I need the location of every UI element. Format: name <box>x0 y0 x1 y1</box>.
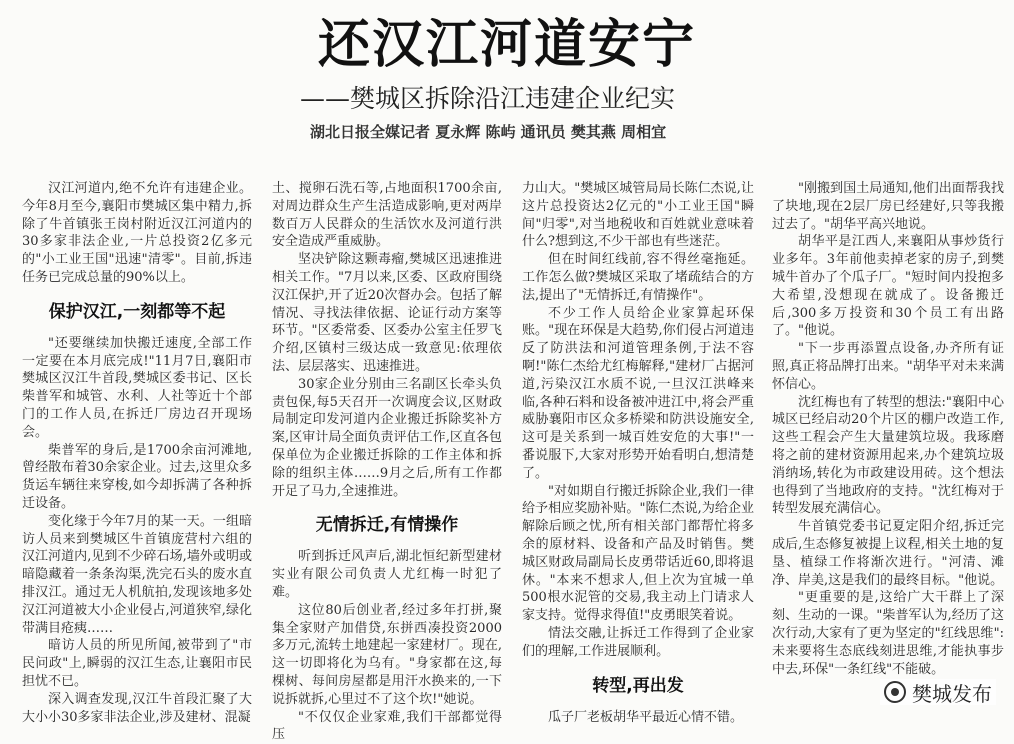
paragraph: 不少工作人员给企业家算起环保账。"现在环保是大趋势,你们侵占河道违反了防洪法和河道管理条例,于法不容啊!"陈仁杰给尤红梅解释,"建材厂占据河道,污染汉江水质不说,一旦汉江洪峰来临,各种石料和设备被冲进江中,将会严重威胁襄阳市区众多桥梁和防洪设施安全,这可是关系到一城百姓安危的大事!"一番说服下,大家对形势开始看明白,想清楚了。 <box>522 305 754 481</box>
paragraph: 情法交融,让拆迁工作得到了企业家们的理解,工作进展顺利。 <box>522 625 754 659</box>
paragraph: 听到拆迁风声后,湖北恒纪新型建材实业有限公司负责人尤红梅一时犯了难。 <box>272 549 502 600</box>
article-subtitle: ——樊城区拆除沿江违建企业纪实 <box>300 84 676 113</box>
article-column-2 <box>272 180 502 743</box>
paragraph: "还要继续加快搬迁速度,全部工作一定要在本月底完成!"11月7日,襄阳市樊城区汉江牛首段,樊城区委书记、区长柴普军和城管、水利、人社等近十个部门的工作人员,在拆迁厂房边召开现场会。 <box>22 335 252 440</box>
paragraph: 力山大。"樊城区城管局局长陈仁杰说,让这片总投资达2亿元的"小工业王国"瞬间"归零",对当地税收和百姓就业意味着什么?想到这,不少干部也有些迷茫。 <box>522 181 754 250</box>
paragraph: 这位80后创业者,经过多年打拼,聚集全家财产加借贷,东拼西凑投资2000多万元,流转土地建起一家建材厂。现在,这一切即将化为乌有。"身家都在这,每棵树、每间房屋都是用汗水换来的,一下说拆就拆,心里过不了这个坎!"她说。 <box>272 602 502 707</box>
paragraph: "刚搬到国土局通知,他们出面帮我找了块地,现在2层厂房已经建好,只等我搬过去了。"胡华平高兴地说。 <box>772 181 1004 232</box>
paragraph: 30家企业分别由三名副区长牵头负责包保,每5天召开一次调度会议,区财政局制定印发河道内企业搬迁拆除奖补方案,区审计局全面负责评估工作,区直各包保单位为企业搬迁拆除的工作主体和拆除的组织主体……9月之后,所有工作都开足了马力,全速推进。 <box>272 376 502 499</box>
paragraph: "对如期自行搬迁拆除企业,我们一律给予相应奖励补贴。"陈仁杰说,为给企业解除后顾之忧,所有相关部门都帮忙将多余的原材料、设备和产品及时销售。樊城区财政局副局长皮勇带话近60,即将退休。"本来不想求人,但上次为宜城一单500根水泥管的交易,我主动上门请求人家支持。觉得求得值!"皮勇眼笑着说。 <box>522 483 754 624</box>
paragraph: 暗访人员的所见所闻,被带到了"市民问政"上,瞬弱的汉江生态,让襄阳市民担忧不已。 <box>22 638 252 689</box>
paragraph: 沈红梅也有了转型的想法:"襄阳中心城区已经启动20个片区的棚户改造工作,这些工程会产生大量建筑垃圾。我琢磨将之前的建材资源用起来,办个建筑垃圾消纳场,转化为市政建设用砖。这个想法也得到了当地政府的支持。"沈红梅对于转型发展充满信心。 <box>772 394 1004 517</box>
article-byline: 湖北日报全媒记者 夏永辉 陈屿 通讯员 樊其燕 周相宜 <box>310 123 667 141</box>
paragraph: 深入调查发现,汉江牛首段汇聚了大大小小30多家非法企业,涉及建材、混凝 <box>22 691 252 725</box>
paragraph: 牛首镇党委书记夏定阳介绍,拆迁完成后,生态修复被提上议程,相关土地的复垦、植绿工作将渐次进行。"河清、滩净、岸美,这是我们的最终目标。"他说。 <box>772 519 1004 588</box>
paragraph: 坚决铲除这颗毒瘤,樊城区迅速推进相关工作。"7月以来,区委、区政府围绕汉江保护,开了近20次督办会。包括了解情况、寻找法律依据、论证行动方案等环节。"区委常委、区委办公室主任罗飞介绍,区镇村三级达成一致意见:依理依法、层层落实、迅速推进。 <box>272 252 502 374</box>
section-heading: 转型,再出发 <box>592 675 684 696</box>
paragraph: 柴普军的身后,是1700余亩河滩地,曾经散布着30余家企业。过去,这里众多货运车辆往来穿梭,如今却拆满了各种拆迁设备。 <box>22 442 252 511</box>
article-column-1 <box>22 180 252 725</box>
wechat-circle-icon <box>884 681 906 703</box>
paragraph: 但在时间红线前,容不得丝毫拖延。工作怎么做?樊城区采取了堵疏结合的方法,提出了"无情拆迁,有情操作"。 <box>522 252 754 303</box>
paragraph: 瓜子厂老板胡华平最近心情不错。 <box>548 709 744 725</box>
article-headline: 还汉江河道安宁 <box>317 15 696 75</box>
paragraph: 汉江河道内,绝不允许有违建企业。今年8月至今,襄阳市樊城区集中精力,拆除了牛首镇张王岗村附近汉江河道内的30多家非法企业,一片总投资2亿多元的"小工业王国"迅速"清零"。目前,拆违任务已完成总量的90%以上。 <box>22 181 252 285</box>
section-heading: 保护汉江,一刻都等不起 <box>48 301 226 322</box>
paragraph: "不仅仅企业家难,我们干部都觉得压 <box>272 709 502 743</box>
paragraph: "更重要的是,这给广大干群上了深刻、生动的一课。"柴普军认为,经历了这次行动,大家有了更为坚定的"红线思维":未来要将生态底线刻进思维,才能执事步中去,环保"一条红线"不能破。 <box>772 590 1004 677</box>
paragraph: "下一步再添置点设备,办齐所有证照,真正将品牌打出来。"胡华平对未来满怀信心。 <box>772 341 1004 392</box>
article-column-4 <box>772 180 1004 717</box>
paragraph: 变化缘于今年7月的某一天。一组暗访人员来到樊城区牛首镇庞营村六组的汉江河道内,见到不少碎石场,墙外或明或暗隐藏着一条条沟渠,洗完石头的废水直排汉江。通过无人机航拍,发现该地多处汉江河道被大小企业侵占,河道狭窄,绿化带满目疮痍…… <box>22 513 252 636</box>
paragraph: 土、搅卵石洗石等,占地面积1700余亩,对周边群众生产生活造成影响,更对两岸数百万人民群众的生活饮水及河道行洪安全造成严重威胁。 <box>272 181 502 250</box>
source-watermark <box>880 679 996 705</box>
article-column-3 <box>522 180 754 725</box>
watermark-text: 樊城发布 <box>912 681 992 706</box>
paragraph: 胡华平是江西人,来襄阳从事炒货行业多年。3年前他卖掉老家的房子,到樊城牛首办了个瓜子厂。"短时间内投抱多大希望,没想现在就成了。设备搬迁后,300多万投资和30个员工有出路了。"他说。 <box>772 234 1004 339</box>
section-heading: 无情拆迁,有情操作 <box>315 515 459 536</box>
